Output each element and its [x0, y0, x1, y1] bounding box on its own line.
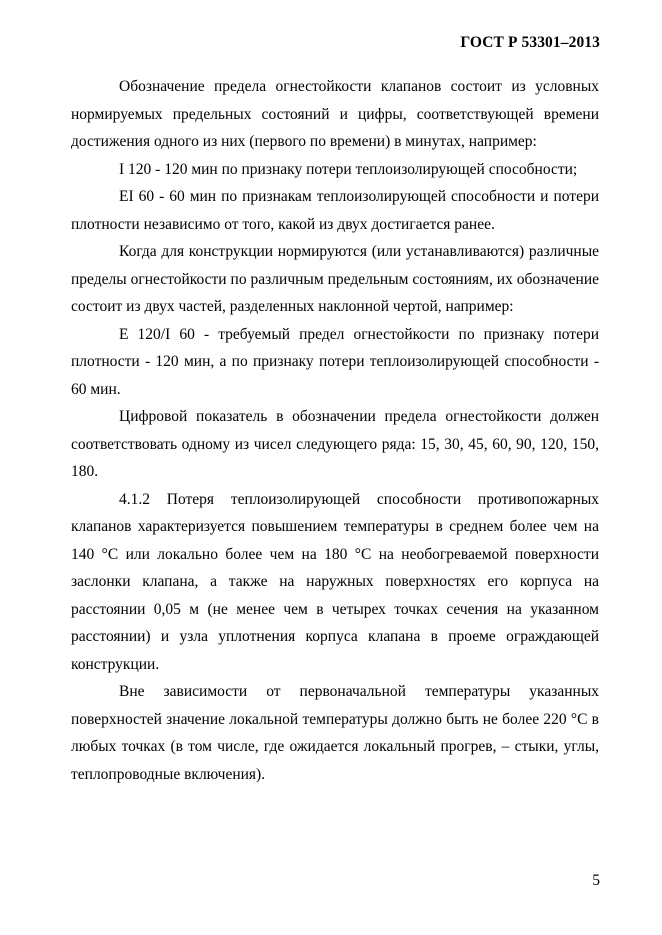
paragraph-example-ei60: EI 60 - 60 мин по признакам теплоизолирующей способности и потери плотности независимо от того, какой из двух достигается ранее. — [71, 188, 599, 233]
paragraph-example-e120-i60: Е 120/I 60 - требуемый предел огнестойкости по признаку потери плотности - 120 мин, а по признаку потери теплоизолирующей способности - 60 мин. — [71, 325, 599, 398]
paragraph-example-i120: I 120 - 120 мин по признаку потери теплоизолирующей способности; — [119, 160, 578, 178]
paragraph-local-temperature: Вне зависимости от первоначальной температуры указанных поверхностей значение локальной температуры должно быть не более 220 °С в любых точках (в том числе, где ожидается локальный прогрев, – стыки, углы, теплопроводные включения). — [71, 683, 599, 783]
page-number: 5 — [592, 872, 600, 889]
standard-code-header: ГОСТ Р 53301–2013 — [460, 34, 600, 51]
paragraph-section-4-1-2: 4.1.2 Потеря теплоизолирующей способности противопожарных клапанов характеризуется повышением температуры в среднем более чем на 140 °С или локально более чем на 180 °С на необогреваемой поверхности заслонки клапана, а также на наружных поверхностях его корпуса на расстоянии 0,05 м (не менее чем в четырех точках сечения на указанном расстоянии) и узла уплотнения корпуса клапана в проеме ограждающей конструкции. — [71, 490, 599, 673]
document-body — [71, 73, 599, 788]
paragraph-designation-intro: Обозначение предела огнестойкости клапанов состоит из условных нормируемых предельных состояний и цифры, соответствующей времени достижения одного из них (первого по времени) в минутах, например: — [71, 78, 599, 150]
paragraph-multiple-limits: Когда для конструкции нормируются (или устанавливаются) различные пределы огнестойкости по различным предельным состояниям, их обозначение состоит из двух частей, разделенных наклонной чертой, например: — [71, 243, 599, 315]
paragraph-numeric-series: Цифровой показатель в обозначении предела огнестойкости должен соответствовать одному из чисел следующего ряда: 15, 30, 45, 60, 90, 120, 150, 180. — [71, 408, 599, 480]
